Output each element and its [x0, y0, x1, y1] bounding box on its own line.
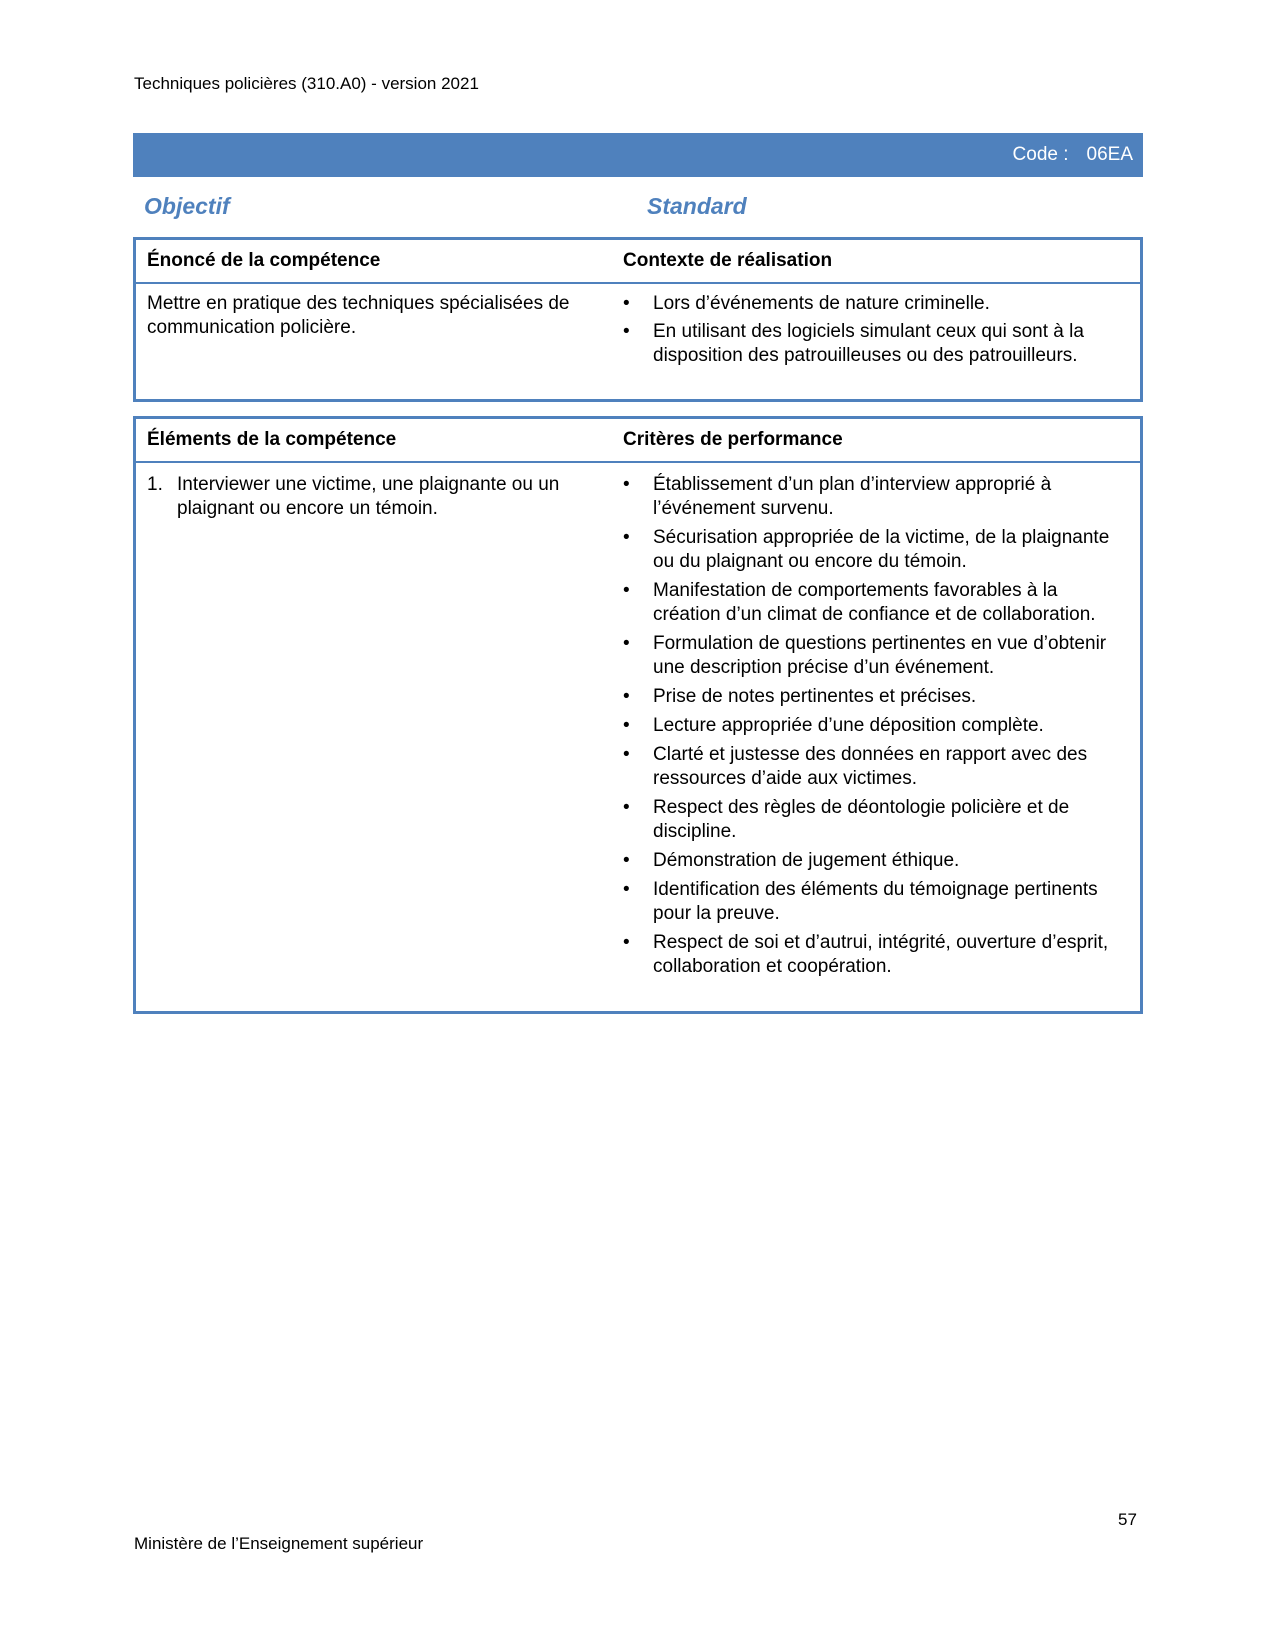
list-item: • Établissement d’un plan d’interview approprié à l’événement survenu.: [623, 473, 1130, 521]
competency-statement: Mettre en pratique des techniques spécialisées de communication policière.: [147, 293, 570, 338]
list-item: • Formulation de questions pertinentes en vue d’obtenir une description précise d’un événement.: [623, 632, 1130, 680]
competency-table: [133, 237, 1143, 402]
list-item: • Identification des éléments du témoignage pertinents pour la preuve.: [623, 878, 1130, 926]
context-header: Contexte de réalisation: [623, 250, 833, 271]
list-item: • En utilisant des logiciels simulant ceux qui sont à la disposition des patrouilleuses ou des patrouilleurs.: [623, 320, 1130, 368]
list-item: • Sécurisation appropriée de la victime, de la plaignante ou du plaignant ou encore du témoin.: [623, 526, 1130, 574]
list-item: • Manifestation de comportements favorables à la création d’un climat de confiance et de collaboration.: [623, 579, 1130, 627]
list-item: • Respect des règles de déontologie policière et de discipline.: [623, 796, 1130, 844]
code-bar: [133, 133, 1143, 177]
footer-ministry: Ministère de l’Enseignement supérieur: [134, 1534, 424, 1553]
elements-table: [133, 416, 1143, 1014]
element-text: Interviewer une victime, une plaignante ou un plaignant ou encore un témoin.: [177, 474, 560, 519]
list-item: • Lecture appropriée d’une déposition complète.: [623, 714, 1130, 738]
objective-heading: Objectif: [144, 193, 230, 219]
list-item: • Respect de soi et d’autrui, intégrité, ouverture d’esprit, collaboration et coopération.: [623, 931, 1130, 979]
elements-header: Éléments de la compétence: [147, 429, 397, 450]
list-item: • Lors d’événements de nature criminelle.: [623, 292, 1130, 316]
elements-list: [147, 473, 603, 521]
element-number: 1.: [147, 474, 163, 495]
list-item: • Clarté et justesse des données en rapport avec des ressources d’aide aux victimes.: [623, 743, 1130, 791]
page-number: 57: [1118, 1510, 1137, 1529]
code-value: 06EA: [1086, 144, 1133, 165]
list-item: [147, 473, 603, 521]
elements-table-body: [136, 463, 1140, 984]
competency-table-body: [136, 284, 1140, 373]
list-item: • Prise de notes pertinentes et précises.: [623, 685, 1130, 709]
competency-table-header: [136, 240, 1140, 284]
code-label: Code :: [1012, 144, 1069, 165]
context-list: [623, 292, 1130, 368]
standard-heading: Standard: [647, 193, 747, 219]
criteria-list: [623, 473, 1130, 979]
document-header: Techniques policières (310.A0) - version 2021: [134, 74, 479, 93]
elements-table-header: [136, 419, 1140, 463]
criteria-header: Critères de performance: [623, 429, 843, 450]
statement-header: Énoncé de la compétence: [147, 250, 381, 271]
list-item: • Démonstration de jugement éthique.: [623, 849, 1130, 873]
